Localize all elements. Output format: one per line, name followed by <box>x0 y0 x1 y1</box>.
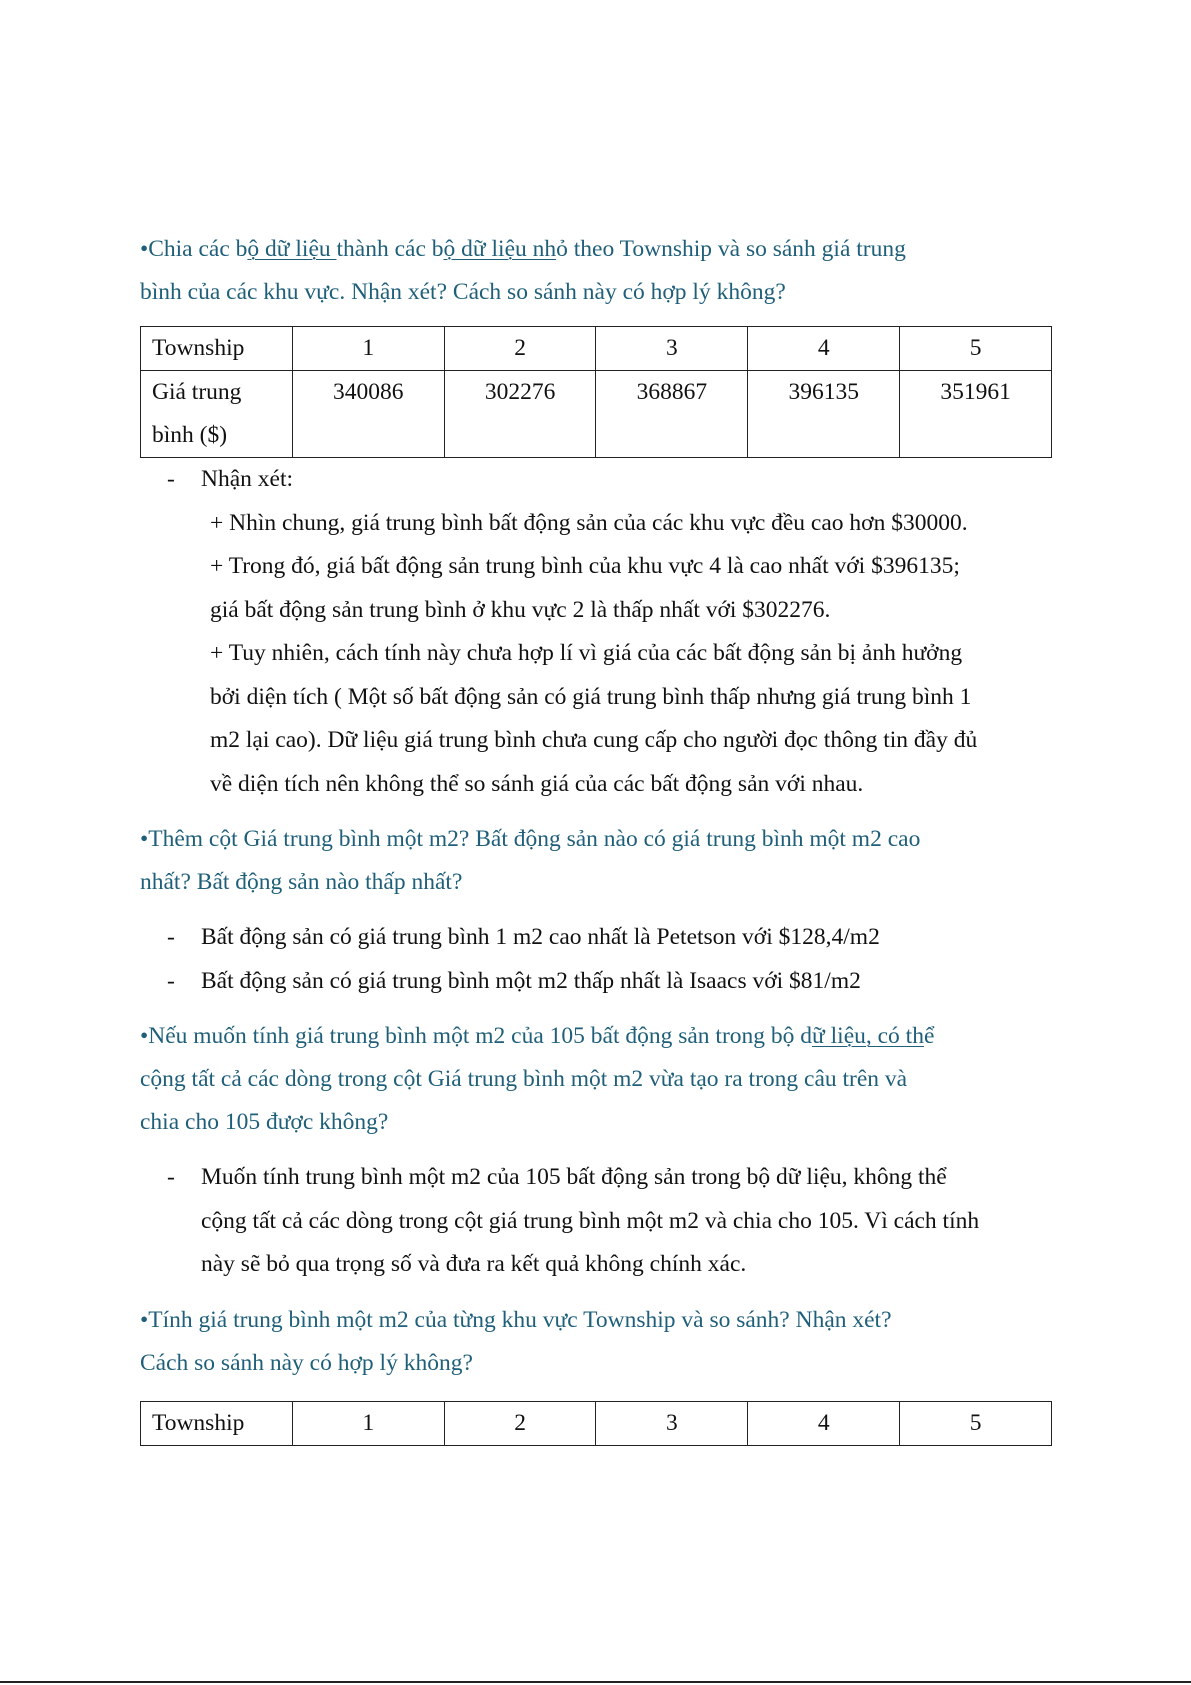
question-3-line3: chia cho 105 được không? <box>140 1109 389 1135</box>
comment-plus-2-line1: + Trong đó, giá bất động sản trung bình của khu vực 4 là cao nhất với $396135; <box>210 553 960 579</box>
dash-marker: - <box>167 466 175 492</box>
question-2-line1: •Thêm cột Giá trung bình một m2? Bất động sản nào có giá trung bình một m2 cao <box>140 826 921 852</box>
comment-1-details <box>140 502 1060 807</box>
comment-plus-3-line4: về diện tích nên không thể so sánh giá của các bất động sản với nhau. <box>210 770 864 797</box>
question-3-underlined: ữ liệu, có th <box>812 1023 924 1049</box>
table-header-cell <box>596 327 748 371</box>
header-value: 2 <box>514 1409 526 1436</box>
header-value: 1 <box>362 335 375 361</box>
header-value: 3 <box>666 1409 678 1436</box>
table-cell <box>596 371 748 458</box>
table-header-cell <box>292 327 444 371</box>
dash-marker: - <box>167 967 175 994</box>
comment-plus-2-line2: giá bất động sản trung bình ở khu vực 2 là thấp nhất với $302276. <box>210 596 831 623</box>
cell-value: 340086 <box>332 379 404 405</box>
table-cell <box>292 371 444 458</box>
table-row <box>141 371 1052 458</box>
question-4 <box>140 1299 1060 1385</box>
question-1-underlined-2: ộ dữ liệu nh <box>443 236 557 262</box>
answer-3-line1: Muốn tính trung bình một m2 của 105 bất động sản trong bộ dữ liệu, không thể <box>201 1164 947 1190</box>
cell-value: 368867 <box>636 379 708 405</box>
question-2 <box>140 818 1060 904</box>
header-value: 4 <box>817 335 830 361</box>
question-1 <box>140 228 1060 314</box>
table-header-cell <box>748 1401 900 1445</box>
comment-label: Nhận xét: <box>201 466 294 492</box>
answer-2-item-1: Bất động sản có giá trung bình 1 m2 cao nhất là Petetson với $128,4/m2 <box>201 924 880 950</box>
question-2-line2: nhất? Bất động sản nào thấp nhất? <box>140 869 463 895</box>
table-header-cell <box>596 1401 748 1445</box>
table-cell <box>900 371 1052 458</box>
table-header-cell: Township <box>141 327 293 371</box>
question-4-line2: Cách so sánh này có hợp lý không? <box>140 1349 473 1376</box>
cell-value: 396135 <box>788 379 859 405</box>
list-item <box>140 458 1060 502</box>
page-bottom-rule <box>0 1681 1191 1683</box>
table-header-cell <box>444 327 596 371</box>
table-header-cell <box>292 1401 444 1445</box>
question-3 <box>140 1015 1060 1144</box>
header-value: 3 <box>666 335 678 361</box>
question-3-line1-a: •Nếu muốn tính giá trung bình một m2 của 105 bất động sản trong bộ d <box>140 1023 813 1049</box>
answer-2-list <box>140 916 1060 1003</box>
table-cell <box>748 371 900 458</box>
answer-3-line2: cộng tất cả các dòng trong cột giá trung bình một m2 và chia cho 105. Vì cách tính <box>201 1207 980 1234</box>
comment-plus-3-line1: + Tuy nhiên, cách tính này chưa hợp lí vì giá của các bất động sản bị ảnh hưởng <box>210 640 963 666</box>
list-item <box>140 1156 1060 1287</box>
question-1-mid: thành các b <box>336 236 444 262</box>
answer-3-list <box>140 1156 1060 1287</box>
answer-2-item-2: Bất động sản có giá trung bình một m2 thấp nhất là Isaacs với $81/m2 <box>201 967 861 994</box>
header-value: 2 <box>514 335 526 361</box>
row-label-cell <box>141 371 293 458</box>
table-header-cell <box>900 327 1052 371</box>
question-1-line2: bình của các khu vực. Nhận xét? Cách so sánh này có hợp lý không? <box>140 279 786 305</box>
header-value: 5 <box>969 1409 982 1436</box>
answer-3-line3: này sẽ bỏ qua trọng số và đưa ra kết quả không chính xác. <box>201 1251 747 1277</box>
dash-marker: - <box>167 1164 175 1190</box>
list-item <box>140 916 1060 960</box>
township-price-table <box>140 326 1052 458</box>
comment-plus-3-line3: m2 lại cao). Dữ liệu giá trung bình chưa cung cấp cho người đọc thông tin đầy đủ <box>210 727 978 753</box>
comment-plus-3-line2: bởi diện tích ( Một số bất động sản có giá trung bình thấp nhưng giá trung bình 1 <box>210 683 972 710</box>
question-4-line1: •Tính giá trung bình một m2 của từng khu vực Township và so sánh? Nhận xét? <box>140 1306 892 1333</box>
table-header-cell <box>748 327 900 371</box>
header-value: 1 <box>362 1409 375 1436</box>
table-header-row <box>141 327 1052 371</box>
township-price-per-m2-table <box>140 1401 1052 1446</box>
table-header-cell <box>900 1401 1052 1445</box>
question-3-line2: cộng tất cả các dòng trong cột Giá trung bình một m2 vừa tạo ra trong câu trên và <box>140 1066 908 1092</box>
header-value: 5 <box>969 335 982 361</box>
row-label-line1: Giá trung <box>152 379 242 405</box>
cell-value: 302276 <box>484 379 556 405</box>
question-1-underlined-1: ộ dữ liệu <box>247 236 337 262</box>
list-item <box>140 960 1060 1004</box>
table-cell <box>444 371 596 458</box>
table-header-cell: Township <box>141 1401 293 1445</box>
question-1-prefix: •Chia các b <box>140 236 248 262</box>
comment-plus-1: + Nhìn chung, giá trung bình bất động sản của các khu vực đều cao hơn $30000. <box>210 509 968 536</box>
question-3-line1-b: ể <box>923 1023 935 1049</box>
table-header-cell <box>444 1401 596 1445</box>
row-label-line2: bình ($) <box>152 422 228 448</box>
question-1-rest: ỏ theo Township và so sánh giá trung <box>556 236 906 262</box>
dash-marker: - <box>167 924 175 950</box>
comment-1-list <box>140 458 1060 502</box>
table-header-row <box>141 1401 1052 1445</box>
cell-value: 351961 <box>940 379 1011 405</box>
header-value: 4 <box>817 1409 830 1436</box>
document-page <box>140 228 1060 1446</box>
